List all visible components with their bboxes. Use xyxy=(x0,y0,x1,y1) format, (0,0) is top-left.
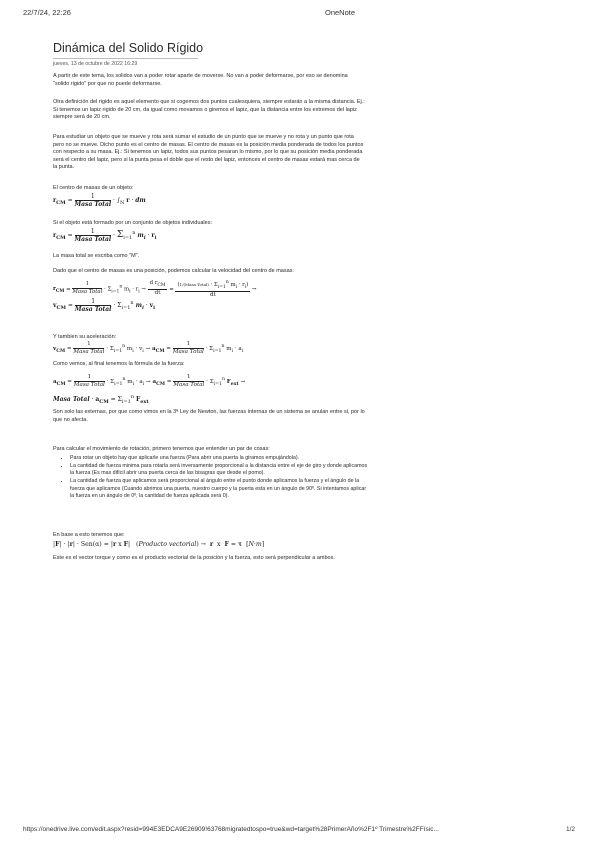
paragraph-based-on-this: En base a esto tenemos que: xyxy=(53,532,125,538)
page-number: 1/2 xyxy=(566,826,576,833)
paragraph-torque-vector: Este es el vector torque y como es el producto vectorial de la posición y la fuerza, esto será perpendicular a ambos. xyxy=(53,555,335,561)
paragraph-acceleration: Y tambien su aceleración: xyxy=(53,334,117,340)
paragraph-individual-objects: Si el objeto está formado por un conjunto de objetos individuales: xyxy=(53,220,212,226)
formula-center-of-mass-integral: $r_{CM}$ = $\frac{1}{\text{Masa Total}}$ · $\int_N$ r · dm xyxy=(53,193,146,208)
formula-velocity-result: $v_{CM}$ = $\frac{1}{\text{Masa Total}}$ · $\Sigma_{i=1}^n$ $m_i \cdot v_i$ xyxy=(53,298,155,313)
list-item: • La cantidad de fuerza minima para rotarla será inversamente proporcional a la distancia entre el eje de giro y donde aplicamos la fuerza (Es mas difícil abrir una puerta cerca de las bisagras que desde el pomo). xyxy=(70,463,370,478)
formula-acceleration: $v_{CM}$ = $\frac{1}{\text{Masa Total}}$ · $\Sigma_{i=1}^n$ $m_i \cdot v_i \to a_{CM}$ = $\frac{1}{\text{Masa Total}}$ · $\Sigma_{i=1}^n$ $m_i \cdot a_i$ xyxy=(53,341,244,355)
paragraph-external-forces: Son solo las externas, por que como vimos en la 3ª Ley de Newton, las fuerzas internas de un sistema se anulan entre si, por lo que no afecta. xyxy=(53,409,365,423)
formula-torque: |F| · |r| · Sen(α) = |r x F| (Producto vectorial) → r x F = τ [N·m] xyxy=(53,541,265,548)
list-item: • La cantidad de fuerza que aplicamos será proporcional al ángulo entre el punto donde aplicamos la fuerza y el ángulo de la fuerza que aplicamos (Cuando abrimos una puerta, nuestro cuerpo y la puerta esta en un ángulo de 90º. Si intentamos aplicar la fuerza en un ángulo de 0º, la cantidad de fuerza aplicada será 0). xyxy=(70,478,370,500)
formula-force: $a_{CM}$ = $\frac{1}{\text{Masa Total}}$ · $\Sigma_{i=1}^n$ $m_i \cdot a_i \to a_{CM}$ = $\frac{1}{\text{Masa Total}}$ · $\Sigma_{i=1}^n$ $F_{ext}$ → xyxy=(53,374,246,388)
paragraph-com-object: El centro de masas de un objeto: xyxy=(53,185,134,191)
formula-velocity-derivation: $r_{CM}$ = $\frac{1}{\text{Masa Total}}$ · $\Sigma_{i=1}^n$ $m_i \cdot r_i$ → $\frac{d r_{CM}}{dt}$ = $\frac{(1/(Masa Total) \cdot \Sigma_{i=1}^n m_i \cdot r_i)}{dt}$ → xyxy=(53,280,257,298)
page-title: Dinámica del Solido Rígido xyxy=(53,41,204,55)
formula-newton-system: Masa Total · $a_{CM} = \Sigma_{i=1}^n$ $F_{ext}$ xyxy=(53,394,149,406)
list-item: • Para rotar un objeto hay que aplicarle una fuerza (Para abrir una puerta la giramos empujándola). xyxy=(70,455,370,462)
print-datetime: 22/7/24, 22:26 xyxy=(23,8,71,17)
rotation-bullet-list xyxy=(62,455,370,501)
paragraph-center-of-mass: Para estudiar un objeto que se mueve y rota será sumar el estudio de un punto que se mueve y no rota y un punto que rota pero no se mueve. Dicho punto es el centro de masas. El centro de masas es la posición media ponderada de todos los puntos con respecto a su masa. Ej.: Si tenemos un lapiz, todos sus puntos pesaran lo mismo, por lo que su posición media ponderada será el centro del lapiz, pero si la punta pesa el doble que el resto del lapiz, entonces el centro de masas estará mas cerca de la punta. xyxy=(53,134,364,171)
print-url: https://onedrive.live.com/edit.aspx?resid=994E3EDCA9E26909!63768migratedtospo=true&wd=target%28PrimerAño%2F1º Trimestre%2FFísic... xyxy=(23,826,439,833)
paragraph-definition: Otra definición del rigido es aquel elemento que si cogemos dos puntos cualesquiera, siempre estarán a la misma distancia. Ej.: Si tenemos un lapiz rigido de 20 cm, da igual como movamos o giremos el lapiz, que la distancia entre los extremos del lapiz siempre será de 20 cm. xyxy=(53,99,365,121)
paragraph-intro: A partir de este tema, los solidos van a poder rotar aparte de moverse. No van a poder deformarse, por eso se denomina "solido rigido" por que no puede deformarse. xyxy=(53,73,348,87)
paragraph-rotation: Para calcular el movimiento de rotación, primero tenemos que entender un par de cosas: xyxy=(53,446,270,452)
title-underline xyxy=(53,58,198,59)
paragraph-force-formula: Como vemos, al final tenemos la fórmula de la fuerza: xyxy=(53,361,185,367)
paragraph-velocity: Dado que el centro de masas es una posición, podemos calcular la velocidad del centro de masas: xyxy=(53,268,294,274)
print-app-name: OneNote xyxy=(325,8,356,17)
formula-center-of-mass-sum: $r_{CM}$ = $\frac{1}{\text{Masa Total}}$ · $\Sigma_{i=1}^n$ $m_i \cdot r_i$ xyxy=(53,228,157,243)
page-date: jueves, 13 de octubre de 2022 16:29 xyxy=(53,61,138,67)
paragraph-total-mass: La masa total se escriba como "M". xyxy=(53,253,140,259)
